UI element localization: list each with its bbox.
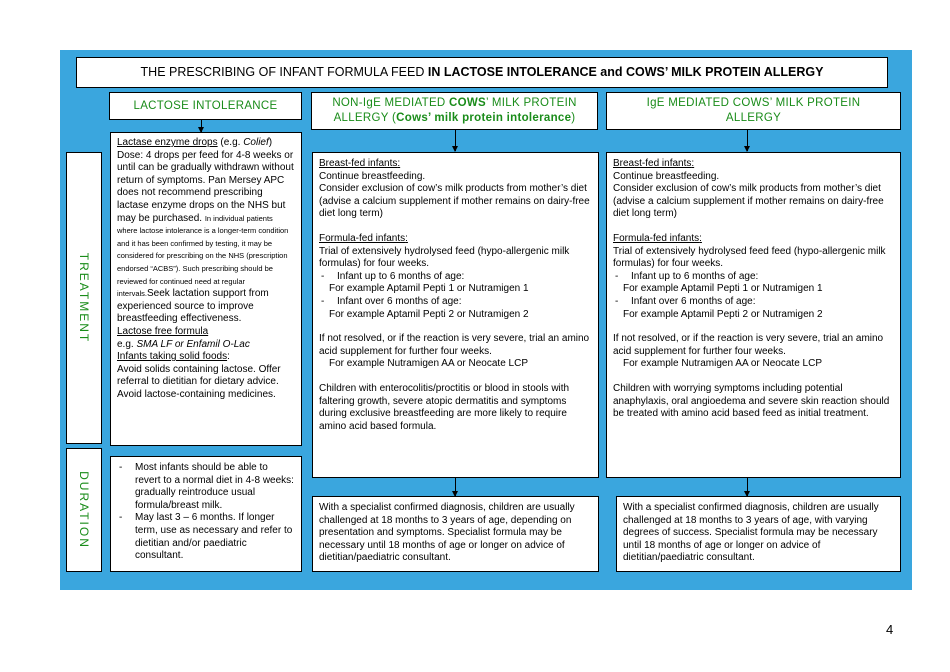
ige-duration-box	[616, 496, 901, 572]
lactose-duration-box	[110, 456, 302, 572]
lactose-duration-item-2: - May last 3 – 6 months. If longer term, use as necessary and refer to dietitian and/or paediatric consultant.	[117, 512, 295, 562]
arrow-non-ige-duration	[455, 478, 456, 496]
non-ige-over6-text: Infant over 6 months of age:	[337, 295, 462, 307]
non-ige-treatment-box	[312, 152, 599, 478]
non-ige-duration-box	[312, 496, 599, 572]
lactase-drops-paragraph	[117, 137, 295, 326]
header-non-ige	[311, 92, 598, 130]
header-lactose-intolerance	[109, 92, 302, 120]
lactose-treatment-box	[110, 132, 302, 446]
treatment-label-text: TREATMENT	[77, 252, 91, 344]
non-ige-duration-text: With a specialist confirmed diagnosis, children are usually challenged at 18 months to 3 years of age, depending on presentation and symptoms. Specialist formula may be necessary until 18 months of age or longer on advice of dietitian/paediatric consultant.	[319, 502, 575, 564]
arrow-lactose-header	[201, 120, 202, 132]
lactose-free-heading: Lactose free formula	[117, 325, 209, 337]
non-ige-children-text: Children with enterocolitis/proctitis or blood in stools with faltering growth, severe atopic dermatitis and symptoms during exclusive breastfeeding are more likely to require amino acid based formula.	[319, 382, 570, 432]
non-ige-under6-text: Infant up to 6 months of age:	[337, 270, 465, 282]
lactation-support-text: Seek lactation support from experienced source to improve breastfeeding effectiveness.	[117, 288, 269, 325]
ige-breastfed-heading-text: Breast-fed infants	[613, 158, 692, 169]
non-ige-formula-heading-text: Formula-fed infants	[319, 232, 406, 244]
arrow-ige-duration	[747, 478, 748, 496]
non-ige-over6-example: For example Aptamil Pepti 2 or Nutramigen 2	[329, 308, 529, 320]
duration-label-text: DURATION	[77, 471, 91, 549]
header-non-ige-bold2: Cows’ milk protein intolerance	[396, 112, 572, 124]
non-ige-breastfed-heading-text: Breast-fed infants	[319, 158, 398, 169]
ige-under6-example: For example Aptamil Pepti 1 or Nutramigen 1	[623, 283, 823, 295]
page-number: 4	[886, 622, 894, 637]
ige-under6-text: Infant up to 6 months of age:	[631, 270, 759, 282]
lactase-drops-paren: (e.g.	[217, 137, 244, 148]
lactose-duration-item-1: - Most infants should be able to revert to a normal diet in 4-8 weeks: gradually reintroduce usual formula/breast milk.	[117, 462, 295, 512]
ige-breastfed-heading: Breast-fed infants:	[613, 158, 695, 169]
lactase-drops-small-print: In individual patients where lactose intolerance is a longer-term condition and it has been confirmed by testing, it may be considered for prescribing on the NHS (prescription endorsed “ACBS”). Such prescribing should be reviewed for continued need at regular intervals.	[117, 213, 289, 299]
non-ige-formula-heading: Formula-fed infants:	[319, 232, 408, 244]
non-ige-formula-text: Trial of extensively hydrolysed feed (hypo-allergenic milk formulas) for four weeks.	[319, 245, 570, 270]
non-ige-over6	[319, 296, 592, 309]
ige-amino-example: For example Nutramigen AA or Neocate LCP	[623, 358, 822, 370]
header-non-ige-pre: NON-IgE MEDIATED	[332, 97, 450, 109]
lactose-duration-list	[117, 462, 295, 563]
treatment-side-label	[66, 152, 102, 444]
ige-formula-text: Trial of extensively hydrolysed feed feed (hypo-allergenic milk formulas) for four weeks.	[613, 245, 886, 270]
header-non-ige-end: )	[571, 112, 576, 124]
header-non-ige-bold1: COWS	[449, 97, 486, 109]
ige-under6	[613, 271, 894, 284]
ige-treatment-box	[606, 152, 901, 478]
non-ige-under6-example: For example Aptamil Pepti 1 or Nutramigen 1	[329, 283, 529, 295]
header-lactose-label: LACTOSE INTOLERANCE	[133, 100, 278, 112]
lactase-drops-heading: Lactase enzyme drops	[117, 137, 218, 148]
lactase-drops-text: ) Dose: 4 drops per feed for 4-8 weeks or until can be gradually withdrawn without return of symptoms. Pan Mersey APC does not recommend prescribing lactase enzyme drops on the NHS but may be purchased.	[117, 137, 294, 224]
ige-duration-text: With a specialist confirmed diagnosis, children are usually challenged at 18 months to 3 years of age, with varying degrees of success. Specialist formula may be necessary until 18 months of age or longer on advice of dietitian/paediatric consultant.	[623, 502, 879, 564]
lactose-free-example	[117, 339, 295, 352]
ige-breastfed-text: Continue breastfeeding. Consider exclusion of cow’s milk products from mother’s diet (advise a calcium supplement if mother remains on dairy-free diet long term)	[613, 170, 884, 220]
ige-not-resolved: If not resolved, or if the reaction is very severe, trial an amino acid supplement for further four weeks.	[613, 333, 884, 357]
duration-side-label	[66, 448, 102, 572]
header-ige-label: IgE MEDIATED COWS’ MILK PROTEIN ALLERGY	[646, 97, 861, 124]
ige-age-list	[613, 271, 894, 284]
non-ige-under6	[319, 271, 592, 284]
non-ige-breastfed-text: Continue breastfeeding. Consider exclusion of cow’s milk products from mother’s diet (advise a calcium supplement if mother remains on dairy-free diet long term)	[319, 170, 590, 220]
solid-foods-colon: :	[227, 351, 230, 363]
non-ige-amino-example: For example Nutramigen AA or Neocate LCP	[329, 358, 528, 370]
solid-foods-heading-line	[117, 351, 295, 364]
ige-formula-heading-text: Formula-fed infants	[613, 232, 700, 244]
colief-brand: Colief	[243, 137, 269, 148]
ige-over6-example: For example Aptamil Pepti 2 or Nutramigen 2	[623, 308, 823, 320]
lactose-free-brands: SMA LF or Enfamil O-Lac	[136, 338, 250, 350]
arrow-non-ige-header	[455, 130, 456, 151]
solid-foods-heading: Infants taking solid foods	[117, 351, 228, 363]
lactose-free-eg: e.g.	[117, 338, 137, 350]
title-normal: THE PRESCRIBING OF INFANT FORMULA FEED	[140, 65, 428, 79]
non-ige-age-list	[319, 271, 592, 284]
ige-children-text: Children with worrying symptoms including potential anaphylaxis, oral angioedema and severe skin reaction should be treated with amino acid based feed as initial treatment.	[613, 382, 890, 420]
ige-age-list-2	[613, 296, 894, 309]
document-title	[76, 57, 888, 88]
header-ige	[606, 92, 901, 130]
solid-foods-text: Avoid solids containing lactose. Offer referral to dietitian for dietary advice. Avoid lactose-containing medicines.	[117, 363, 281, 400]
ige-over6-text: Infant over 6 months of age:	[631, 295, 756, 307]
arrow-ige-header	[747, 130, 748, 151]
non-ige-not-resolved: If not resolved, or if the reaction is very severe, trial an amino acid supplement for further four weeks.	[319, 333, 590, 357]
header-non-ige-mid: ’ MILK PROTEIN ALLERGY (	[333, 97, 577, 124]
non-ige-breastfed-heading: Breast-fed infants:	[319, 158, 401, 169]
ige-formula-heading: Formula-fed infants:	[613, 232, 702, 244]
ige-over6	[613, 296, 894, 309]
title-bold: IN LACTOSE INTOLERANCE and COWS’ MILK PROTEIN ALLERGY	[427, 65, 824, 79]
non-ige-age-list-2	[319, 296, 592, 309]
